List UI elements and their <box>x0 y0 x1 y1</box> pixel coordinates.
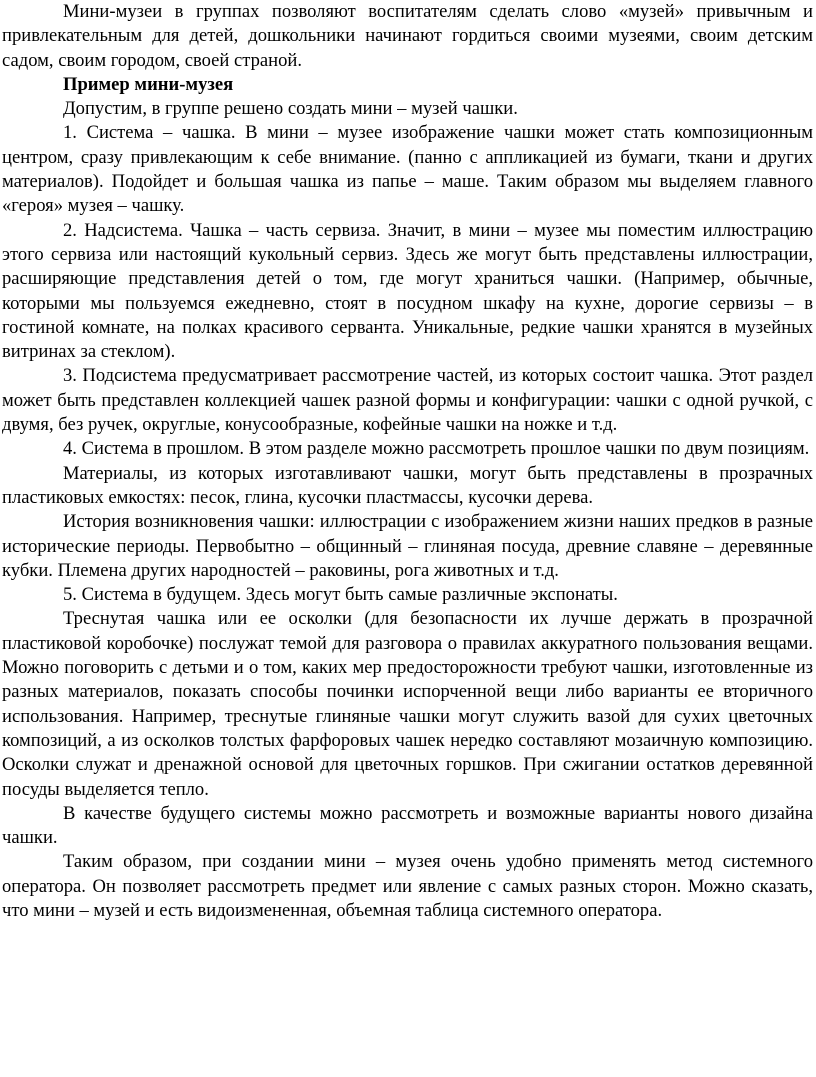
paragraph-supersystem: 2. Надсистема. Чашка – часть сервиза. Значит, в мини – музее мы поместим иллюстрацию этого сервиза или настоящий кукольный сервиз. Здесь же могут быть представлены иллюстрации, расширяющие представления детей о том, где могут храниться чашки. (Например, обычные, которыми мы пользуемся ежедневно, стоят в посудном шкафу на кухне, дорогие сервизы – в гостиной комнате, на полках красивого серванта. Уникальные, редкие чашки хранятся в музейных витринах за стеклом). <box>2 219 813 363</box>
paragraph-subsystem: 3. Подсистема предусматривает рассмотрение частей, из которых состоит чашка. Этот раздел может быть представлен коллекцией чашек разной формы и конфигурации: чашки с одной ручкой, с двумя, без ручек, округлые, конусообразные, кофейные чашки на ножке и т.д. <box>2 365 813 436</box>
paragraph-intro: Мини-музеи в группах позволяют воспитателям сделать слово «музей» привычным и привлекательным для детей, дошкольники начинают гордиться своими музеями, своим детским садом, своим городом, своей страной. <box>2 1 813 71</box>
document-page <box>2 0 813 923</box>
paragraph-history: История возникновения чашки: иллюстрации с изображением жизни наших предков в разные исторические периоды. Первобытно – общинный – глиняная посуда, древние славяне – деревянные кубки. Племена других народностей – раковины, рога животных и т.д. <box>2 511 813 581</box>
paragraph-system: 1. Система – чашка. В мини – музее изображение чашки может стать композиционным центром, сразу привлекающим к себе внимание. (панно с аппликацией из бумаги, ткани и других материалов). Подойдет и большая чашка из папье – маше. Таким образом мы выделяем главного «героя» музея – чашку. <box>2 122 813 217</box>
paragraph-materials: Материалы, из которых изготавливают чашки, могут быть представлены в прозрачных пластиковых емкостях: песок, глина, кусочки пластмассы, кусочки дерева. <box>2 462 813 508</box>
paragraph-system-past: 4. Система в прошлом. В этом разделе можно рассмотреть прошлое чашки по двум позициям. <box>63 438 810 460</box>
paragraph-cracked-cup: Треснутая чашка или ее осколки (для безопасности их лучше держать в прозрачной пластиковой коробочке) послужат темой для разговора о правилах аккуратного пользования вещами. Можно поговорить с детьми и о том, каких мер предосторожности требуют чашки, изготовленные из разных материалов, показать способы починки испорченной вещи либо варианты ее вторичного использования. Например, треснутые глиняные чашки могут служить вазой для сухих цветочных композиций, а из осколков толстых фарфоровых чашек нередко составляют мозаичную композицию. Осколки служат и дренажной основой для цветочных горшков. При сжигании остатков деревянной посуды выделяется тепло. <box>2 608 813 800</box>
section-heading: Пример мини-музея <box>63 73 234 95</box>
paragraph-system-future: 5. Система в будущем. Здесь могут быть самые различные экспонаты. <box>63 584 618 606</box>
paragraph-assumption: Допустим, в группе решено создать мини – музей чашки. <box>63 98 518 120</box>
paragraph-new-design: В качестве будущего системы можно рассмотреть и возможные варианты нового дизайна чашки. <box>2 802 813 849</box>
paragraph-conclusion: Таким образом, при создании мини – музея очень удобно применять метод системного оператора. Он позволяет рассмотреть предмет или явление с самых разных сторон. Можно сказать, что мини – музей и есть видоизмененная, объемная таблица системного оператора. <box>2 851 813 921</box>
